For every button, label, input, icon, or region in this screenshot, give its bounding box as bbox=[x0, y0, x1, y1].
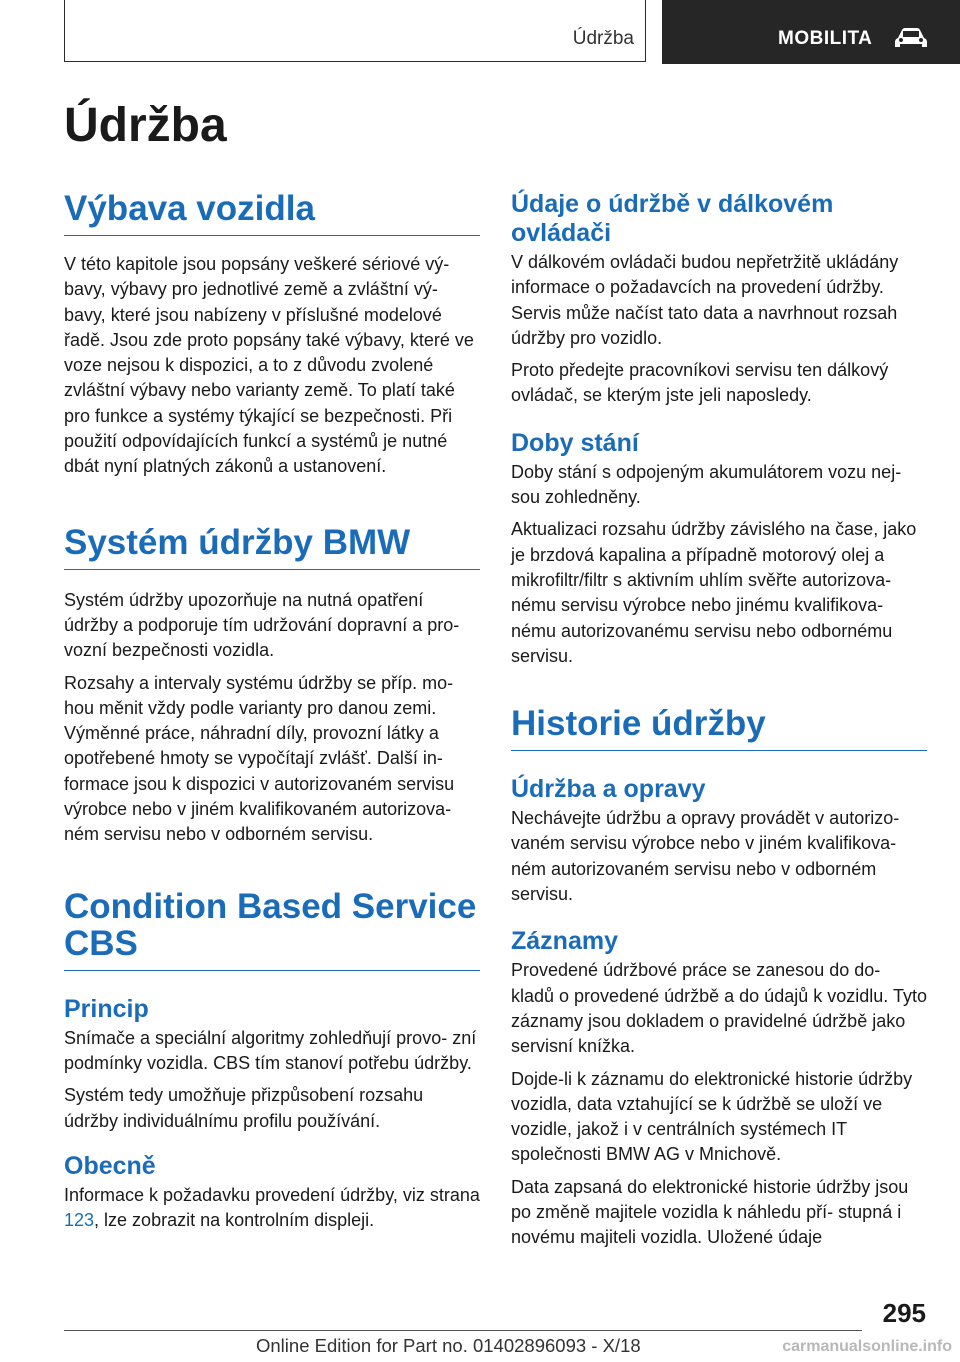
paragraph: Nechávejte údržbu a opravy provádět v autorizo- vaném servisu výrobce nebo v jiném kvalifikova- ném autorizovaném servisu nebo v odborném servisu. bbox=[511, 808, 900, 905]
paragraph: Dojde-li k záznamu do elektronické historie údržby vozidla, data vztahující se k údržbě se uloží ve vozidle, jakož i v centrálních systémech IT společnosti BMW AG v Mnichově. bbox=[511, 1068, 913, 1165]
paragraph: Doby stání s odpojeným akumulátorem vozu nej- sou zohledněny. bbox=[511, 461, 902, 508]
paragraph: Proto předejte pracovníkovi servisu ten dálkový ovládač, se kterým jste jeli naposledy. bbox=[511, 360, 889, 406]
header-section-title: Údržba bbox=[572, 28, 634, 49]
paragraph: Systém tedy umožňuje přizpůsobení rozsahu údržby individuálnímu profilu používání. bbox=[64, 1085, 424, 1131]
section-title-system-udrzby: Systém údržby BMW bbox=[64, 524, 480, 570]
footer-edition-text: Online Edition for Part no. 01402896093 - X/18 bbox=[256, 1335, 641, 1356]
page-reference-link[interactable]: 123 bbox=[64, 1210, 95, 1231]
subsection-title-princip: Princip bbox=[64, 994, 149, 1023]
text-segment: , lze zobrazit na kontrolním displeji. bbox=[94, 1210, 375, 1231]
subsection-title-doby-stani: Doby stání bbox=[511, 428, 639, 457]
paragraph: Data zapsaná do elektronické historie údržby jsou po změně majitele vozidla k náhledu pří- stupná i novému majiteli vozidla. Uložené údaje bbox=[511, 1176, 909, 1248]
header-tab-label: MOBILITA bbox=[778, 28, 873, 49]
footer-divider bbox=[64, 1330, 862, 1331]
watermark: carmanualsonline.info bbox=[782, 1338, 952, 1355]
paragraph bbox=[64, 1183, 480, 1234]
subsection-title-udaje-ovladaci: Údaje o údržbě v dálkovém ovládači bbox=[511, 190, 834, 247]
left-column bbox=[64, 190, 480, 1233]
paragraph: V této kapitole jsou popsány veškeré sériové vý- bavy, výbavy pro jednotlivé země a zvláštní vý- bavy, které jsou nabízeny v příslušné modelové řadě. Jsou zde proto popsány také výbavy, které ve voze nejsou k dispozici, a to z důvodu zvolené zvláštní výbavy nebo varianty země. To platí také pro funkce a systémy týkající se bezpečnosti. Při použití odpovídajících funkcí a systémů je nutné dbát nyní platných zákonů a ustanovení. bbox=[64, 254, 474, 477]
text-segment: Informace k požadavku provedení údržby, viz strana bbox=[64, 1184, 480, 1205]
paragraph: Snímače a speciální algoritmy zohledňují provo- zní podmínky vozidla. CBS tím stanoví potřebu údržby. bbox=[64, 1027, 477, 1073]
paragraph: V dálkovém ovládači budou nepřetržitě ukládány informace o požadavcích na provedení údržby. Servis může načíst tato data a navrhnout rozsah údržby pro vozidlo. bbox=[511, 252, 899, 348]
subsection-title-obecne: Obecně bbox=[64, 1151, 156, 1180]
subsection-title-zaznamy: Záznamy bbox=[511, 927, 618, 956]
car-icon bbox=[894, 26, 928, 50]
subsection-title-udrzba-opravy: Údržba a opravy bbox=[511, 775, 706, 804]
section-title-historie: Historie údržby bbox=[511, 705, 927, 751]
paragraph: Provedené údržbové práce se zanesou do do- kladů o provedené údržbě a do údajů k vozidlu. Tyto záznamy jsou dokladem o pravidelné údržbě jako servisní knížka. bbox=[511, 960, 927, 1057]
section-title-vybava: Výbava vozidla bbox=[64, 190, 480, 236]
right-column bbox=[511, 190, 927, 1251]
paragraph: Aktualizaci rozsahu údržby závislého na čase, jako je brzdová kapalina a případně motorový olej a mikrofiltr/filtr s aktivním uhlím svěřte autorizova- nému servisu výrobce nebo jinému kvalifikova- nému autorizovanému servisu nebo odbornému servisu. bbox=[511, 519, 917, 666]
paragraph: Rozsahy a intervaly systému údržby se příp. mo- hou měnit vždy podle varianty pro danou zemi. Výměnné práce, náhradní díly, provozní látky a opotřebené hmoty se vypočítají zvlášť. Další in- formace jsou k dispozici v autorizovaném servisu výrobce nebo v jiném kvalifikovaném autorizova- ném servisu nebo v odborném servisu. bbox=[64, 672, 455, 845]
header-tab-mobilita[interactable] bbox=[662, 0, 960, 64]
header-frame bbox=[64, 0, 646, 62]
page-number: 295 bbox=[882, 1298, 926, 1328]
page-title: Údržba bbox=[64, 99, 227, 152]
section-title-cbs: Condition Based Service CBS bbox=[64, 888, 480, 971]
paragraph: Systém údržby upozorňuje na nutná opatření údržby a podporuje tím udržování dopravní a pro- vozní bezpečnosti vozidla. bbox=[64, 589, 460, 661]
